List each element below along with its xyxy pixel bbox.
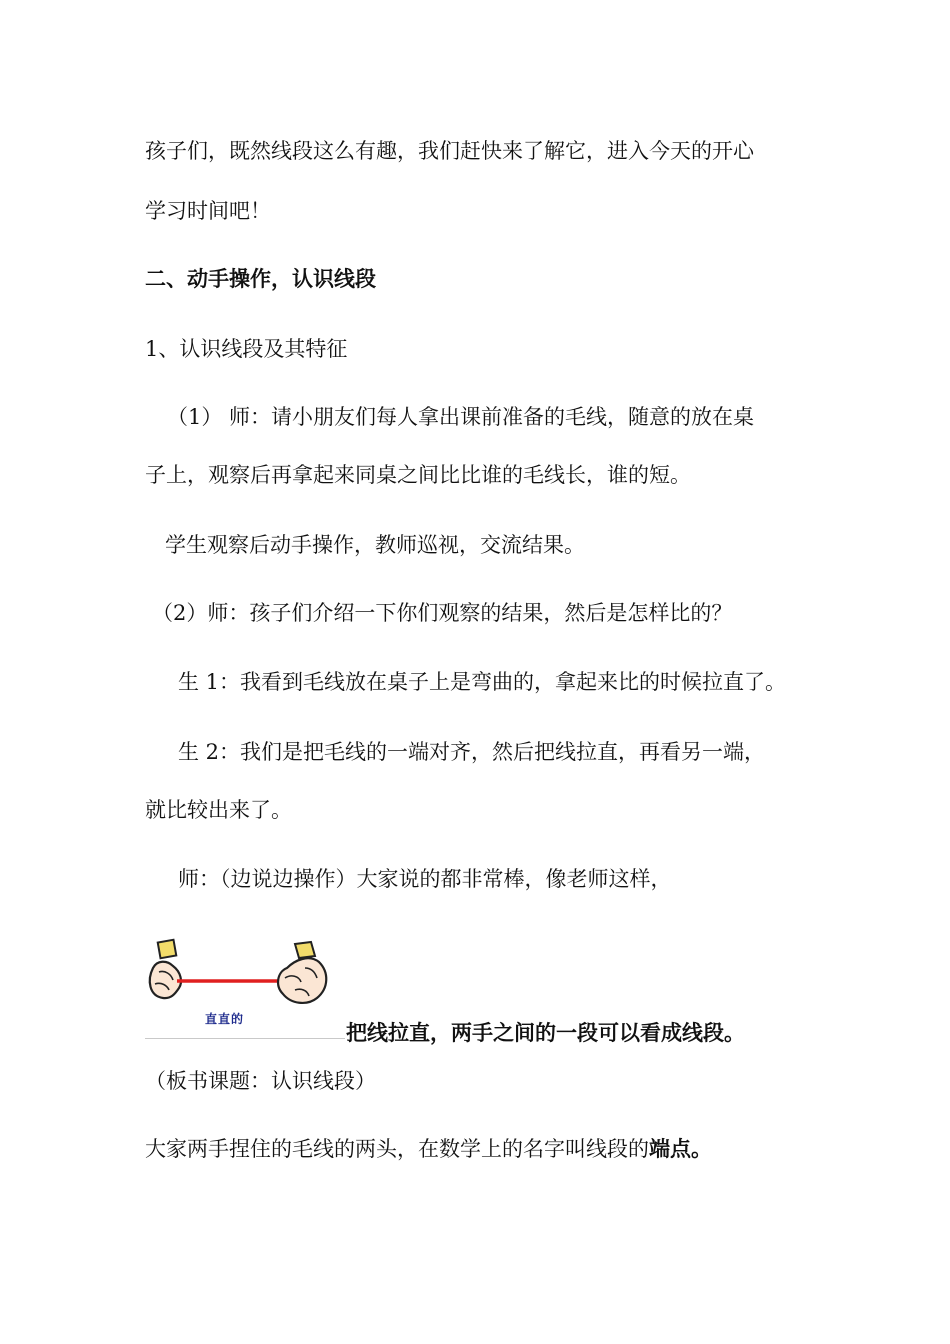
illustration-caption: 直直的	[205, 1012, 245, 1026]
right-hand-icon	[278, 942, 326, 1003]
teacher-line: 师：（边说边操作）大家说的都非常棒，像老师这样，	[178, 867, 672, 891]
straighten-line: 把线拉直，两手之间的一段可以看成线段。	[346, 1020, 745, 1045]
paragraph-intro-line2: 学习时间吧！	[145, 199, 271, 223]
step1-line1: （1） 师：请小朋友们每人拿出课前准备的毛线，随意的放在桌	[167, 405, 755, 429]
subsection-heading: 1、认识线段及其特征	[145, 337, 348, 361]
step1-line2: 子上，观察后再拿起来同桌之间比比谁的毛线长，谁的短。	[145, 463, 691, 487]
paragraph-intro-line1: 孩子们，既然线段这么有趣，我们赶快来了解它，进入今天的开心	[145, 139, 754, 163]
hands-holding-string-icon	[145, 938, 345, 1040]
section-heading: 二、动手操作，认识线段	[145, 266, 376, 291]
endpoint-line	[145, 1134, 712, 1164]
endpoint-prefix: 大家两手捏住的毛线的两头，在数学上的名字叫线段的	[145, 1137, 649, 1161]
students-observe-line: 学生观察后动手操作，教师巡视，交流结果。	[165, 533, 585, 557]
student2-line2: 就比较出来了。	[145, 798, 292, 822]
left-hand-icon	[150, 940, 181, 998]
step2-line: （2）师：孩子们介绍一下你们观察的结果，然后是怎样比的？	[152, 601, 733, 625]
illustration-divider	[145, 1038, 345, 1039]
board-note-line: （板书课题：认识线段）	[145, 1069, 376, 1093]
endpoint-term: 端点。	[649, 1136, 712, 1161]
student1-line: 生 1：我看到毛线放在桌子上是弯曲的，拿起来比的时候拉直了。	[178, 670, 787, 694]
student2-line1: 生 2：我们是把毛线的一端对齐，然后把线拉直，再看另一端，	[178, 740, 766, 764]
